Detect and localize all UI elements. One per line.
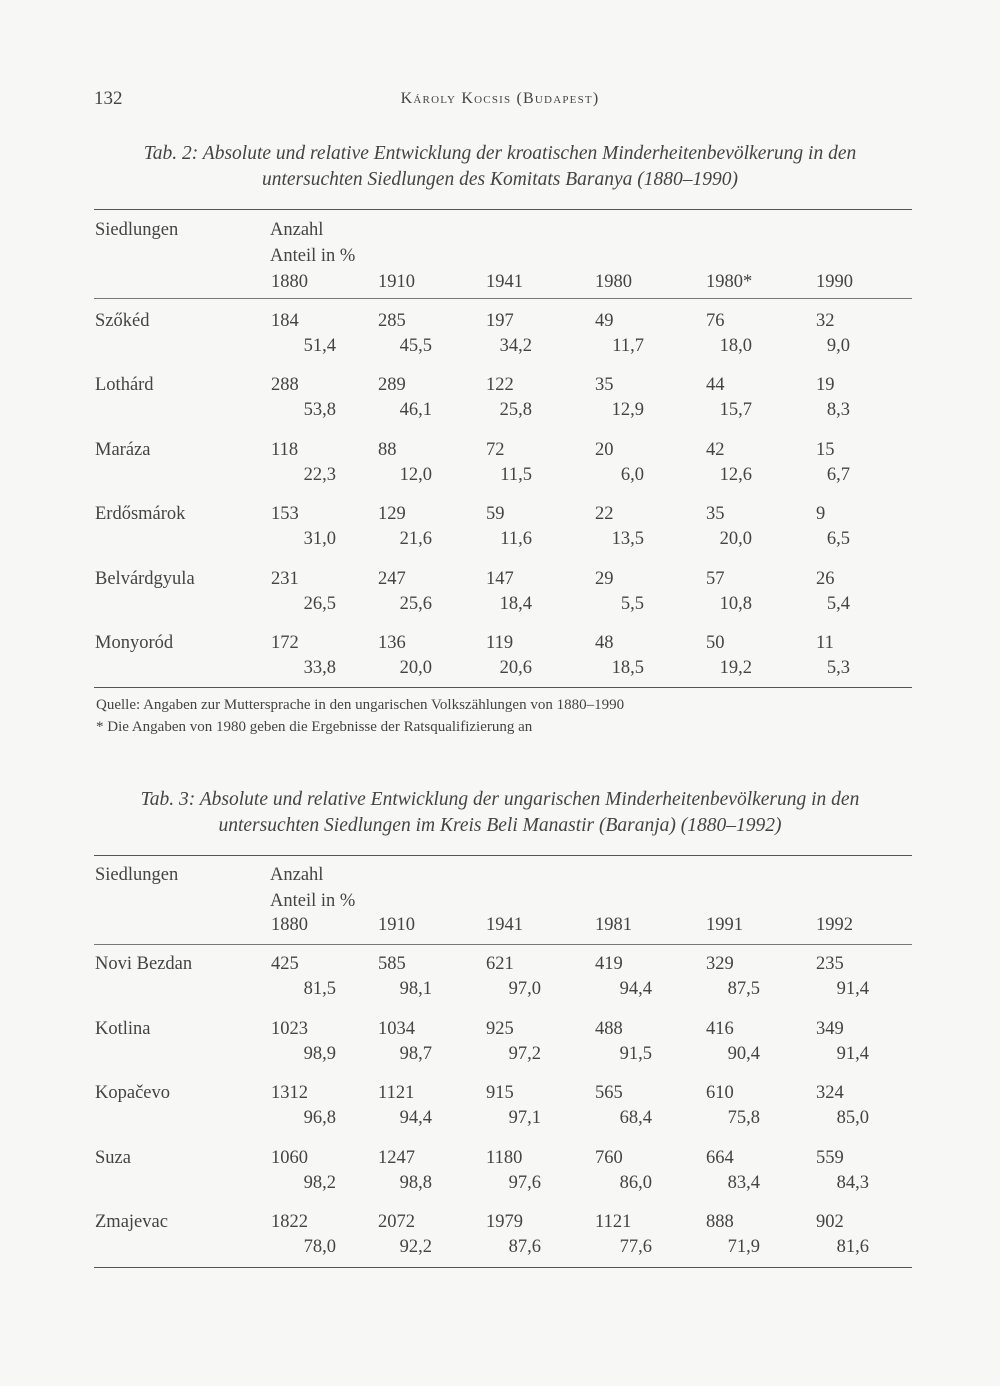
table-rule	[94, 298, 912, 299]
absolute-value: 1060	[271, 1147, 308, 1168]
relative-value: 97,6	[508, 1172, 541, 1193]
absolute-value: 235	[816, 954, 844, 974]
relative-value: 71,9	[727, 1237, 760, 1257]
table-rule	[94, 944, 912, 945]
absolute-value: 760	[595, 1147, 623, 1168]
absolute-value: 136	[378, 633, 406, 653]
relative-value: 6,0	[620, 464, 644, 485]
table-rule	[94, 1267, 912, 1268]
relative-value: 75,8	[727, 1108, 760, 1128]
source-note: Quelle: Angaben zur Muttersprache in den ungarischen Volkszählungen von 1880–1990	[96, 697, 625, 713]
settlement-name: Szőkéd	[95, 311, 150, 331]
relative-value: 81,6	[836, 1237, 869, 1257]
absolute-value: 29	[595, 568, 614, 589]
column-header-year: 1980	[595, 272, 632, 292]
settlement-name: Kotlina	[95, 1018, 151, 1039]
relative-value: 11,7	[612, 336, 644, 356]
absolute-value: 59	[486, 504, 505, 525]
absolute-value: 416	[706, 1018, 734, 1039]
relative-value: 10,8	[719, 593, 752, 614]
settlement-name: Belvárdgyula	[95, 568, 195, 589]
absolute-value: 915	[486, 1083, 514, 1103]
absolute-value: 35	[595, 375, 614, 396]
absolute-value: 147	[486, 568, 514, 589]
absolute-value: 888	[706, 1212, 734, 1232]
absolute-value: 197	[486, 311, 514, 331]
relative-value: 12,9	[611, 400, 644, 421]
relative-value: 77,6	[619, 1237, 652, 1257]
column-header-settlements: Siedlungen	[95, 865, 179, 885]
absolute-value: 11	[816, 633, 834, 653]
relative-value: 98,1	[399, 979, 432, 999]
absolute-value: 9	[816, 504, 826, 525]
relative-value: 94,4	[399, 1108, 432, 1128]
absolute-value: 565	[595, 1083, 623, 1103]
relative-value: 6,7	[826, 464, 850, 485]
table-rule	[94, 855, 912, 856]
column-header-year: 1880	[271, 915, 308, 935]
settlement-name: Kopačevo	[95, 1083, 170, 1103]
column-header-year: 1981	[595, 915, 632, 935]
relative-value: 25,6	[399, 593, 432, 614]
settlement-name: Novi Bezdan	[95, 954, 193, 974]
absolute-value: 1034	[378, 1018, 415, 1039]
absolute-value: 288	[271, 375, 299, 396]
absolute-value: 902	[816, 1212, 844, 1232]
table-caption: untersuchten Siedlungen im Kreis Beli Manastir (Baranja) (1880–1992)	[218, 815, 782, 836]
column-header-count: Anzahl	[270, 220, 324, 240]
settlement-name: Lothárd	[95, 375, 154, 396]
relative-value: 91,5	[619, 1043, 652, 1064]
relative-value: 98,9	[303, 1043, 336, 1064]
absolute-value: 419	[595, 954, 623, 974]
absolute-value: 76	[706, 311, 725, 331]
absolute-value: 610	[706, 1083, 734, 1103]
relative-value: 11,6	[500, 529, 532, 550]
absolute-value: 35	[706, 504, 725, 525]
column-header-year: 1990	[816, 272, 853, 292]
relative-value: 15,7	[719, 400, 752, 421]
relative-value: 78,0	[303, 1237, 336, 1257]
absolute-value: 50	[706, 633, 725, 653]
absolute-value: 1023	[271, 1018, 308, 1039]
relative-value: 91,4	[836, 979, 869, 999]
absolute-value: 349	[816, 1018, 844, 1039]
absolute-value: 231	[271, 568, 299, 589]
relative-value: 18,0	[719, 336, 752, 356]
relative-value: 98,7	[399, 1043, 432, 1064]
relative-value: 87,6	[508, 1237, 541, 1257]
absolute-value: 44	[706, 375, 725, 396]
absolute-value: 1312	[271, 1083, 308, 1103]
relative-value: 8,3	[826, 400, 850, 421]
absolute-value: 559	[816, 1147, 844, 1168]
column-header-share: Anteil in %	[270, 246, 356, 266]
column-header-settlements: Siedlungen	[95, 220, 179, 240]
absolute-value: 488	[595, 1018, 623, 1039]
relative-value: 46,1	[399, 400, 432, 421]
relative-value: 18,4	[499, 593, 532, 614]
footnote: * Die Angaben von 1980 geben die Ergebnisse der Ratsqualifizierung an	[96, 719, 533, 735]
absolute-value: 1822	[271, 1212, 308, 1232]
absolute-value: 15	[816, 439, 835, 460]
relative-value: 68,4	[619, 1108, 652, 1128]
absolute-value: 172	[271, 633, 299, 653]
relative-value: 12,6	[719, 464, 752, 485]
column-header-year: 1991	[706, 915, 743, 935]
absolute-value: 57	[706, 568, 725, 589]
relative-value: 92,2	[399, 1237, 432, 1257]
relative-value: 84,3	[836, 1172, 869, 1193]
absolute-value: 118	[271, 439, 299, 460]
table-caption: Tab. 3: Absolute und relative Entwicklung der ungarischen Minderheitenbevölkerung in den	[140, 789, 860, 810]
relative-value: 20,6	[499, 658, 532, 678]
relative-value: 91,4	[836, 1043, 869, 1064]
relative-value: 18,5	[611, 658, 644, 678]
settlement-name: Suza	[95, 1147, 131, 1168]
column-header-year: 1910	[378, 915, 415, 935]
absolute-value: 153	[271, 504, 299, 525]
relative-value: 85,0	[836, 1108, 869, 1128]
relative-value: 25,8	[499, 400, 532, 421]
relative-value: 87,5	[727, 979, 760, 999]
absolute-value: 1247	[378, 1147, 415, 1168]
relative-value: 20,0	[399, 658, 432, 678]
table-rule	[94, 209, 912, 210]
absolute-value: 42	[706, 439, 725, 460]
absolute-value: 1121	[378, 1083, 415, 1103]
absolute-value: 247	[378, 568, 406, 589]
relative-value: 21,6	[399, 529, 432, 550]
absolute-value: 585	[378, 954, 406, 974]
absolute-value: 925	[486, 1018, 514, 1039]
absolute-value: 20	[595, 439, 614, 460]
column-header-share: Anteil in %	[270, 891, 356, 911]
settlement-name: Zmajevac	[95, 1212, 168, 1232]
absolute-value: 72	[486, 439, 505, 460]
absolute-value: 119	[486, 633, 514, 653]
relative-value: 5,3	[826, 658, 850, 678]
relative-value: 97,2	[508, 1043, 541, 1064]
column-header-year: 1880	[271, 272, 308, 292]
relative-value: 19,2	[719, 658, 752, 678]
relative-value: 81,5	[303, 979, 336, 999]
relative-value: 26,5	[303, 593, 336, 614]
relative-value: 98,8	[399, 1172, 432, 1193]
absolute-value: 19	[816, 375, 835, 396]
table-rule	[94, 687, 912, 688]
absolute-value: 2072	[378, 1212, 415, 1232]
absolute-value: 1121	[595, 1212, 632, 1232]
relative-value: 97,1	[508, 1108, 541, 1128]
relative-value: 9,0	[826, 336, 850, 356]
absolute-value: 26	[816, 568, 835, 589]
absolute-value: 425	[271, 954, 299, 974]
column-header-year: 1941	[486, 272, 523, 292]
column-header-year: 1910	[378, 272, 415, 292]
relative-value: 90,4	[727, 1043, 760, 1064]
relative-value: 51,4	[303, 336, 336, 356]
column-header-year: 1941	[486, 915, 523, 935]
absolute-value: 1979	[486, 1212, 523, 1232]
absolute-value: 324	[816, 1083, 844, 1103]
relative-value: 5,5	[620, 593, 644, 614]
absolute-value: 48	[595, 633, 614, 653]
absolute-value: 49	[595, 311, 614, 331]
relative-value: 86,0	[619, 1172, 652, 1193]
relative-value: 94,4	[619, 979, 652, 999]
relative-value: 98,2	[303, 1172, 336, 1193]
relative-value: 31,0	[303, 529, 336, 550]
relative-value: 5,4	[826, 593, 850, 614]
table-caption: Tab. 2: Absolute und relative Entwicklung der kroatischen Minderheitenbevölkerung in den	[143, 143, 857, 164]
relative-value: 34,2	[499, 336, 532, 356]
absolute-value: 32	[816, 311, 835, 331]
relative-value: 11,5	[500, 464, 532, 485]
relative-value: 97,0	[508, 979, 541, 999]
relative-value: 53,8	[303, 400, 336, 421]
absolute-value: 122	[486, 375, 514, 396]
absolute-value: 184	[271, 311, 299, 331]
page-number: 132	[94, 88, 123, 109]
absolute-value: 621	[486, 954, 514, 974]
running-head: Károly Kocsis (Budapest)	[400, 90, 600, 107]
settlement-name: Erdősmárok	[95, 504, 186, 525]
absolute-value: 664	[706, 1147, 734, 1168]
absolute-value: 129	[378, 504, 406, 525]
absolute-value: 329	[706, 954, 734, 974]
absolute-value: 289	[378, 375, 406, 396]
relative-value: 6,5	[826, 529, 850, 550]
relative-value: 13,5	[611, 529, 644, 550]
relative-value: 22,3	[303, 464, 336, 485]
absolute-value: 88	[378, 439, 397, 460]
relative-value: 45,5	[399, 336, 432, 356]
relative-value: 33,8	[303, 658, 336, 678]
column-header-count: Anzahl	[270, 865, 324, 885]
absolute-value: 285	[378, 311, 406, 331]
relative-value: 96,8	[303, 1108, 336, 1128]
settlement-name: Monyoród	[95, 633, 174, 653]
settlement-name: Maráza	[95, 439, 151, 460]
absolute-value: 22	[595, 504, 614, 525]
relative-value: 83,4	[727, 1172, 760, 1193]
column-header-year: 1992	[816, 915, 853, 935]
absolute-value: 1180	[486, 1147, 523, 1168]
table-caption: untersuchten Siedlungen des Komitats Baranya (1880–1990)	[261, 169, 739, 190]
relative-value: 12,0	[399, 464, 432, 485]
column-header-year: 1980*	[706, 272, 753, 292]
relative-value: 20,0	[719, 529, 752, 550]
